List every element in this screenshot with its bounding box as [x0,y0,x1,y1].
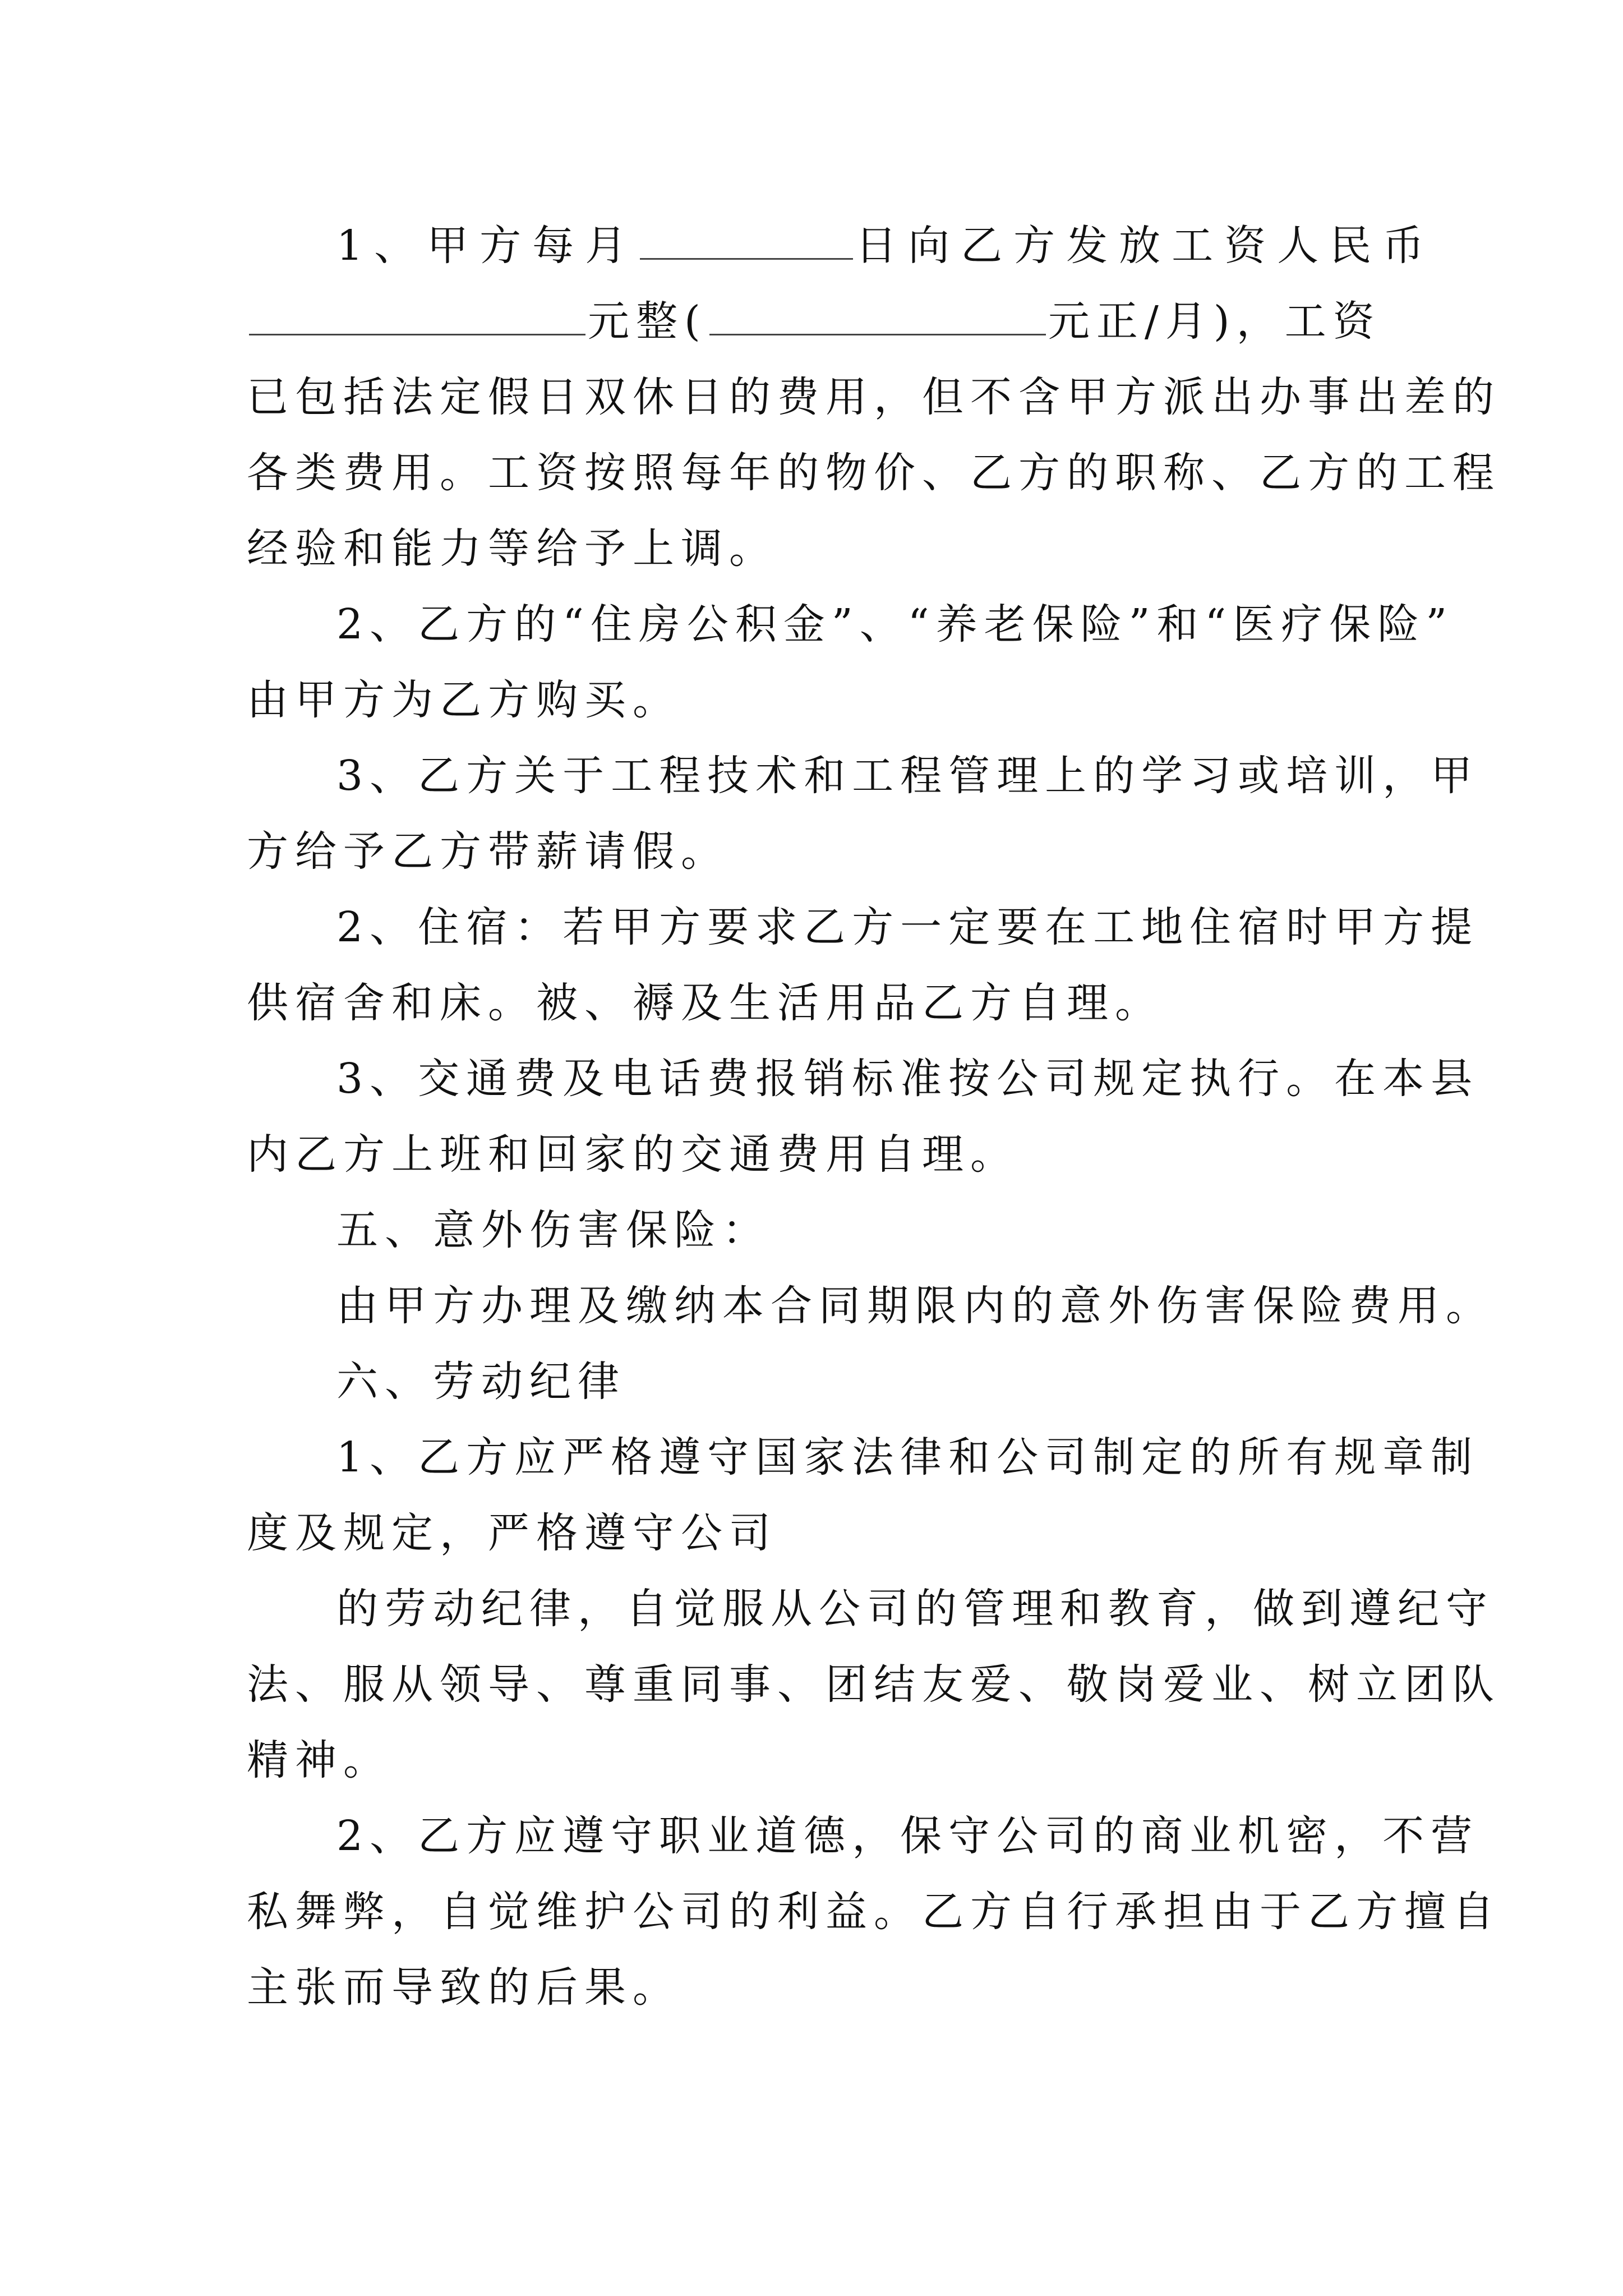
paragraph-line: 1、乙方应严格遵守国家法律和公司制定的所有规章制 [336,1433,1479,1481]
paragraph-line: 3、乙方关于工程技术和工程管理上的学习或培训，甲 [336,752,1479,800]
text-segment: 元正/月)，工资 [1048,297,1381,346]
text-segment: 元整( [588,297,707,346]
paragraph-line: 供宿舍和床。被、褥及生活用品乙方自理。 [247,979,1163,1027]
fill-in-blank-day [640,215,853,260]
paragraph-line: 方给予乙方带薪请假。 [247,827,729,876]
paragraph-line: 已包括法定假日双休日的费用，但不含甲方派出办事出差的 [247,373,1501,421]
paragraph-line: 3、交通费及电话费报销标准按公司规定执行。在本县 [336,1055,1479,1103]
paragraph-line: 各类费用。工资按照每年的物价、乙方的职称、乙方的工程 [247,449,1501,497]
section-heading: 五、意外伤害保险： [336,1206,771,1254]
paragraph-line: 法、服从领导、尊重同事、团结友爱、敬岗爱业、树立团队 [247,1660,1501,1709]
paragraph-line: 2、乙方应遵守职业道德，保守公司的商业机密，不营 [336,1812,1479,1860]
paragraph-line: 内乙方上班和回家的交通费用自理。 [247,1130,1018,1179]
paragraph-line: 由甲方办理及缴纳本合同期限内的意外伤害保险费用。 [336,1282,1494,1330]
text-segment: 1、甲方每月 [336,222,638,270]
section-heading: 六、劳动纪律 [336,1358,626,1406]
paragraph-line: 由甲方为乙方购买。 [247,676,681,724]
paragraph-line: 2、乙方的“住房公积金”、“养老保险”和“医疗保险” [336,600,1454,648]
paragraph-line: 经验和能力等给予上调。 [247,524,777,573]
paragraph-line: 的劳动纪律，自觉服从公司的管理和教育，做到遵纪守 [336,1585,1494,1633]
paragraph-line: 度及规定，严格遵守公司 [247,1509,777,1557]
fill-in-blank-amount-words [249,291,585,335]
paragraph-line [247,283,1391,360]
paragraph-line: 主张而导致的后果。 [247,1963,681,2012]
paragraph-line: 私舞弊，自觉维护公司的利益。乙方自行承担由于乙方擅自 [247,1888,1501,1936]
paragraph-line: 2、住宿：若甲方要求乙方一定要在工地住宿时甲方提 [336,903,1479,951]
paragraph-line: 精神。 [247,1736,391,1784]
paragraph-line [336,208,1436,284]
fill-in-blank-amount-figure [709,291,1046,335]
text-segment: 日向乙方发放工资人民币 [855,222,1436,270]
